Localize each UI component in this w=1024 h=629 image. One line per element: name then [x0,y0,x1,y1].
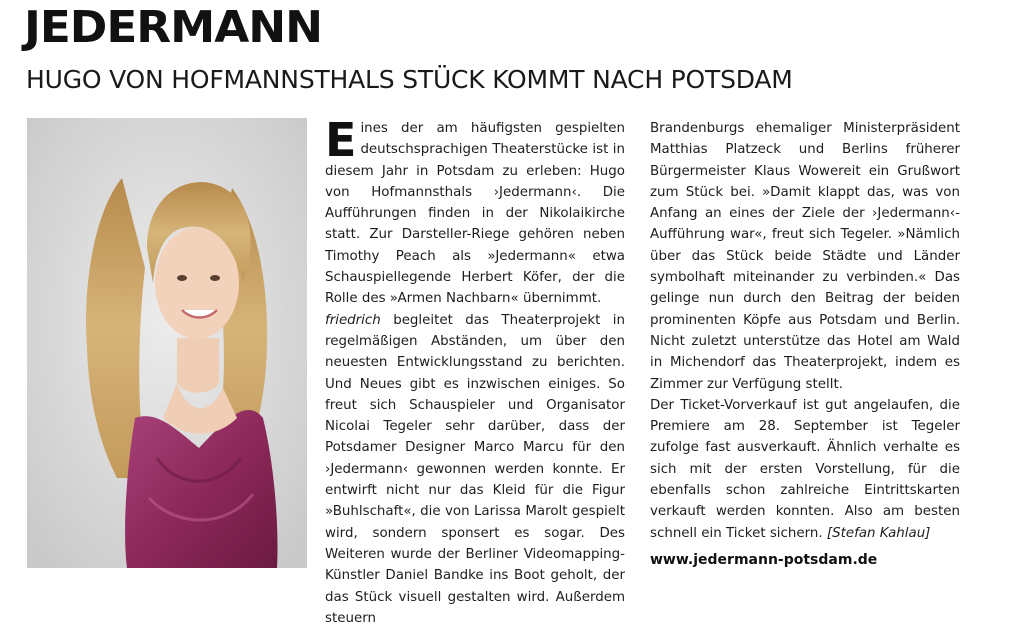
article-column-1 [325,113,625,629]
paragraph-4 [650,395,960,544]
dropcap: E [325,113,357,167]
paragraph-1-text: ines der am häufigsten gespielten deutschsprachigen Theaterstücke ist in diesem Jahr in Potsdam zu erleben: Hugo von Hofmannsthals ›Jedermann‹. Die Aufführungen finden in der Nikolaikirche statt. Zur Darsteller-Riege gehören neben Timothy Peach als »Jedermann« etwa Schauspiellegende Herbert Köfer, der die Rolle des »Armen Nachbarn« übernimmt. [325,121,625,307]
paragraph-2 [325,310,625,629]
portrait-photo [27,118,307,568]
publication-name: friedrich [325,312,381,328]
portrait-illustration [27,118,307,568]
page-title: JEDERMANN [24,2,323,53]
author-credit: [Stefan Kahlau] [826,525,931,541]
paragraph-3: Brandenburgs ehemaliger Ministerpräsident Matthias Platzeck und Berlins früherer Bürgermeister Klaus Wowereit ein Grußwort zum Stück bei. »Damit klappt das, was von Anfang an eines der Ziele der ›Jedermann‹-Aufführung war«, freut sich Tegeler. »Nämlich über das Stück beide Städte und Länder symbolhaft miteinander zu verbinden.« Das gelinge nun durch den Beitrag der beiden prominenten Köpfe aus Potsdam und Berlin. Nicht zuletzt unterstütze das Hotel am Wald in Michendorf das Theaterprojekt, indem es Zimmer zur Verfügung stellt. [650,121,960,392]
subtitle: HUGO VON HOFMANNSTHALS STÜCK KOMMT NACH POTSDAM [26,65,793,94]
paragraph-4-text: Der Ticket-Vorverkauf ist gut angelaufen, die Premiere am 28. September ist Tegeler zufolge fast ausverkauft. Ähnlich verhalte es sich mit der ersten Vorstellung, für die ebenfalls schon zahlreiche Eintrittskarten verkauft werden konnten. Also am besten schnell ein Ticket sichern. [650,397,960,541]
paragraph-intro [325,113,625,310]
paragraph-2-text: begleitet das Theaterprojekt in regelmäßigen Abständen, um über den neuesten Entwicklungsstand zu berichten. Und Neues gibt es inzwischen einiges. So freut sich Schauspieler und Organisator Nicolai Tegeler sehr darüber, dass der Potsdamer Designer Marco Marcu für den ›Jedermann‹ gewonnen werden konnte. Er entwirft nicht nur das Kleid für die Figur »Buhlschaft«, die von Larissa Marolt gespielt wird, sondern sponsert es sogar. Des Weiteren wurde der Berliner Videomapping-Künstler Daniel Bandke ins Boot geholt, der das Stück visuell gestalten wird. Außerdem steuern [325,312,625,626]
website-link[interactable]: www.jedermann-potsdam.de [650,552,878,568]
article-column-2 [650,118,960,544]
